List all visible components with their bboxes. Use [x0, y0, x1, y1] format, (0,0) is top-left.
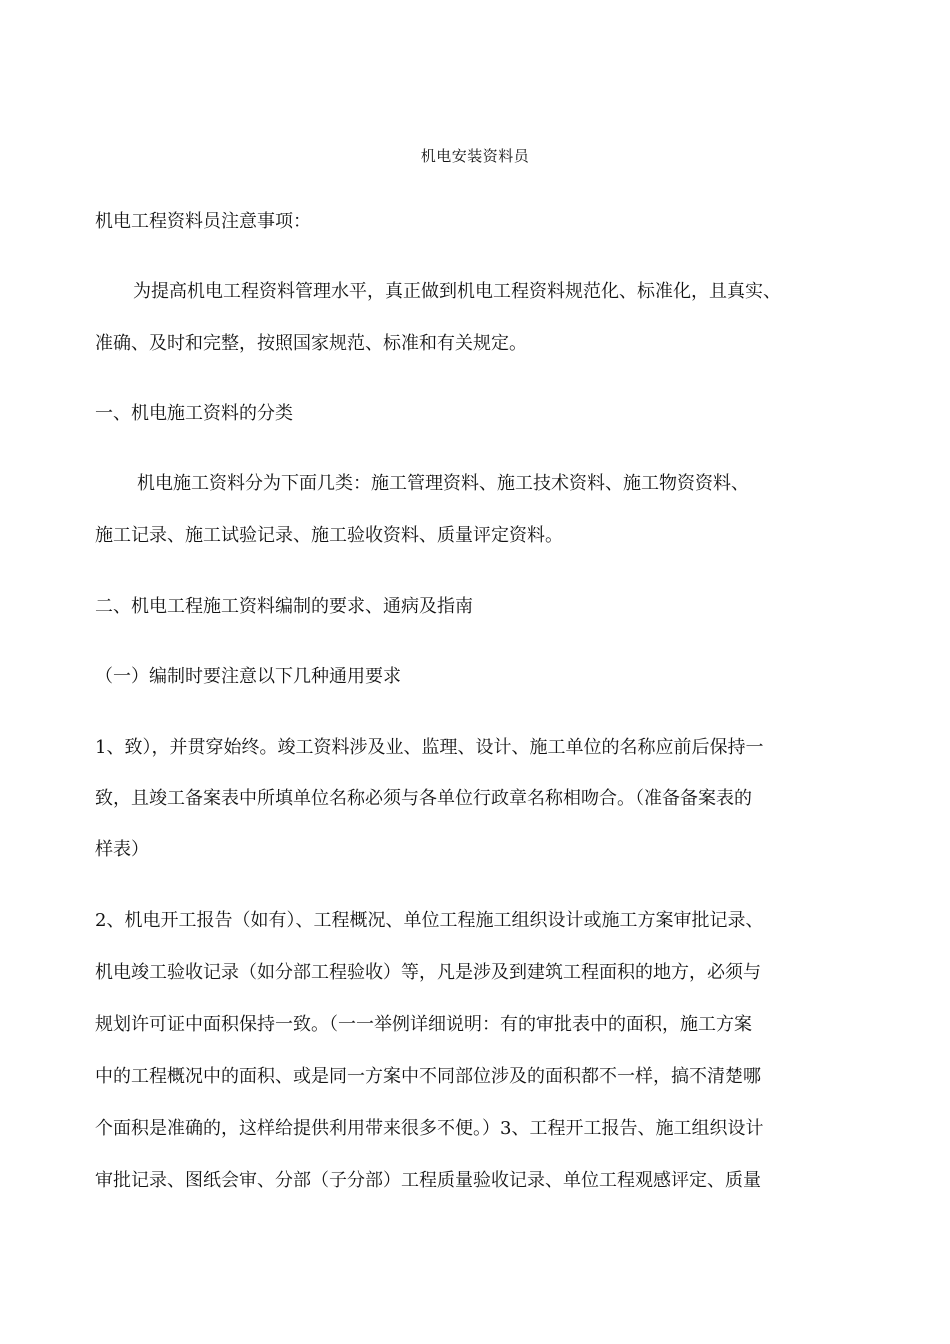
item2-line-5: 个面积是准确的，这样给提供利用带来很多不便。）3、工程开工报告、施工组织设计 [95, 1118, 764, 1139]
item2-line-1: 2、机电开工报告（如有）、工程概况、单位工程施工组织设计或施工方案审批记录、 [95, 910, 764, 931]
section1-line-2: 施工记录、施工试验记录、施工验收资料、质量评定资料。 [95, 525, 563, 546]
intro-paragraph [133, 274, 898, 310]
item2-line-6: 审批记录、图纸会审、分部（子分部）工程质量验收记录、单位工程观感评定、质量 [95, 1170, 761, 1191]
item1-line-3: 样表） [95, 839, 149, 860]
document-title: 机电安装资料员 [420, 147, 530, 165]
item2-line-2: 机电竣工验收记录（如分部工程验收）等，凡是涉及到建筑工程面积的地方，必须与 [95, 962, 761, 983]
item1-line-1: 1、致），并贯穿始终。竣工资料涉及业、监理、设计、施工单位的名称应前后保持一 [95, 737, 764, 758]
section1-line-1: 机电施工资料分为下面几类：施工管理资料、施工技术资料、施工物资资料、 [137, 473, 749, 494]
intro-paragraph-cont [95, 326, 860, 362]
item1-line-2: 致，且竣工备案表中所填单位名称必须与各单位行政章名称相吻合。（准备备案表的 [95, 788, 752, 809]
section1-heading: 一、机电施工资料的分类 [95, 403, 293, 424]
item2-paragraph [95, 903, 860, 1215]
section1-paragraph [137, 466, 902, 502]
section1-paragraph-cont [95, 518, 860, 554]
item2-line-4: 中的工程概况中的面积、或是同一方案中不同部位涉及的面积都不一样，搞不清楚哪 [95, 1066, 761, 1087]
item1-paragraph [95, 730, 860, 883]
section2-heading: 二、机电工程施工资料编制的要求、通病及指南 [95, 596, 473, 617]
notice-heading: 机电工程资料员注意事项： [95, 211, 311, 232]
intro-line-2: 准确、及时和完整，按照国家规范、标准和有关规定。 [95, 333, 527, 354]
item2-line-3: 规划许可证中面积保持一致。（一一举例详细说明：有的审批表中的面积，施工方案 [95, 1014, 752, 1035]
subsection1-heading: （一）编制时要注意以下几种通用要求 [95, 666, 401, 687]
intro-line-1: 为提高机电工程资料管理水平，真正做到机电工程资料规范化、标准化，且真实、 [133, 281, 781, 302]
